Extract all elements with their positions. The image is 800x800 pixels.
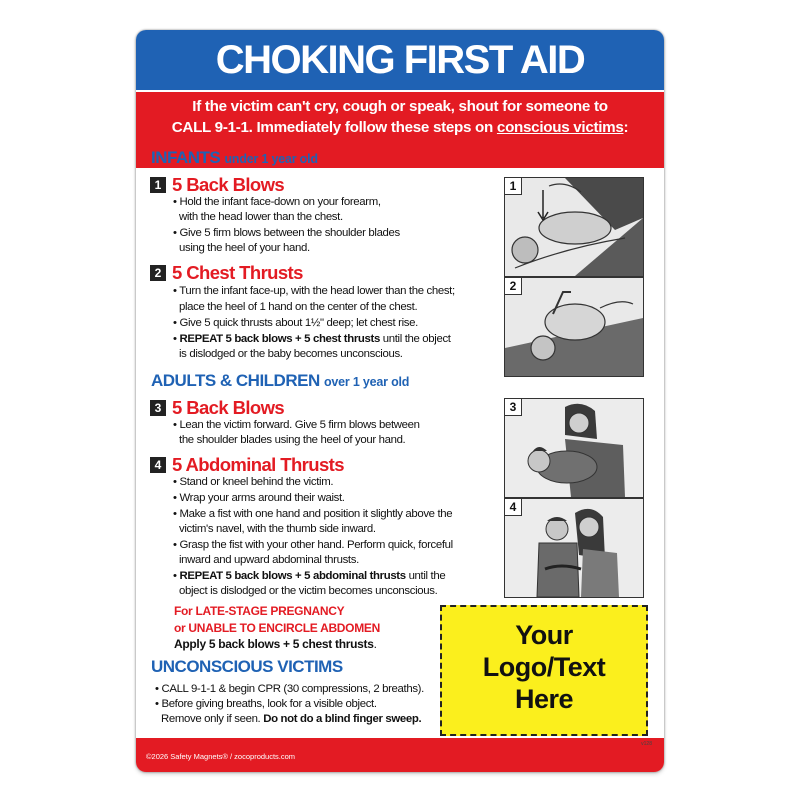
illustration-number: 3 xyxy=(505,399,522,416)
step-2-repeat-bold: REPEAT 5 back blows + 5 chest thrusts xyxy=(179,333,380,345)
step-2-line: • Turn the infant face-up, with the head lower than the chest; xyxy=(173,285,455,297)
step-1-line: using the heel of your hand. xyxy=(179,242,310,254)
step-1-header xyxy=(150,174,284,194)
pregnancy-note-line-1: For LATE-STAGE PREGNANCY xyxy=(174,604,345,618)
adult-back-blows-drawing xyxy=(505,399,643,497)
illustration-abdominal-thrusts xyxy=(504,498,644,598)
step-4-line: victim's navel, with the thumb side inward. xyxy=(179,523,376,535)
title-bar xyxy=(136,30,664,90)
pregnancy-apply-bold: Apply 5 back blows + 5 chest thrusts xyxy=(174,637,374,651)
illustration-adult-back-blows xyxy=(504,398,644,498)
logo-placeholder-text: Your Logo/Text Here xyxy=(482,620,606,714)
step-2-line: place the heel of 1 hand on the center of the chest. xyxy=(179,301,418,313)
step-number-badge: 2 xyxy=(150,265,166,281)
step-4-repeat-bold: REPEAT 5 back blows + 5 abdominal thrusts xyxy=(179,570,406,582)
step-3-header xyxy=(150,397,284,417)
unconscious-heading: UNCONSCIOUS VICTIMS xyxy=(151,657,343,676)
step-3-title: 5 Back Blows xyxy=(172,397,285,418)
step-number-badge: 1 xyxy=(150,177,166,193)
step-4-line: inward and upward abdominal thrusts. xyxy=(179,554,359,566)
section-adults-heading xyxy=(151,371,409,391)
pregnancy-note-apply xyxy=(174,637,377,651)
intro-line-2-suffix: : xyxy=(623,119,629,136)
step-2-header xyxy=(150,262,303,282)
illustration-number: 1 xyxy=(505,178,522,195)
section-infants-heading xyxy=(151,148,318,168)
step-1-line: • Hold the infant face-down on your forearm, xyxy=(173,196,381,208)
step-4-repeat: • REPEAT 5 back blows + 5 abdominal thrusts until the xyxy=(173,570,446,582)
infants-heading: INFANTS xyxy=(151,148,221,167)
intro-line-2 xyxy=(136,119,664,136)
infant-chest-thrusts-drawing xyxy=(505,278,643,376)
step-2-title: 5 Chest Thrusts xyxy=(172,262,303,283)
step-2-repeat-rest: until the object xyxy=(379,333,451,345)
unconscious-line-3 xyxy=(161,712,421,727)
adults-subheading: over 1 year old xyxy=(323,375,410,389)
step-number-badge: 4 xyxy=(150,457,166,473)
abdominal-thrusts-drawing xyxy=(505,499,643,597)
illustration-infant-back-blows xyxy=(504,177,644,277)
choking-first-aid-sign xyxy=(136,30,664,772)
unconscious-line: • Before giving breaths, look for a visible object. xyxy=(155,698,377,710)
product-code: v128 xyxy=(641,741,652,747)
step-4-header xyxy=(150,454,344,474)
step-2-repeat: • REPEAT 5 back blows + 5 chest thrusts until the object xyxy=(173,333,451,345)
pregnancy-apply-end: . xyxy=(373,637,377,651)
illustration-number: 2 xyxy=(505,278,522,295)
infants-subheading: under 1 year old xyxy=(224,152,318,166)
step-4-line: • Wrap your arms around their waist. xyxy=(173,492,345,504)
step-number-badge: 3 xyxy=(150,400,166,416)
intro-conscious-victims: conscious victims xyxy=(496,119,624,136)
step-1-line: • Give 5 firm blows between the shoulder blades xyxy=(173,227,400,239)
adults-heading: ADULTS & CHILDREN xyxy=(151,371,320,390)
page-title: CHOKING FIRST AID xyxy=(215,38,585,82)
step-3-line: • Lean the victim forward. Give 5 firm blows between xyxy=(173,419,420,431)
pregnancy-note-line-2: or UNABLE TO ENCIRCLE ABDOMEN xyxy=(174,621,380,635)
step-3-line: the shoulder blades using the heel of your hand. xyxy=(179,434,406,446)
footer-copyright: ©2026 Safety Magnets® / zocoproducts.com xyxy=(146,752,296,761)
section-unconscious-heading xyxy=(151,657,343,677)
unconscious-line-3-prefix: Remove only if seen. xyxy=(161,713,264,725)
unconscious-line-3-bold: Do not do a blind finger sweep. xyxy=(263,713,422,725)
intro-line-2-prefix: CALL 9-1-1. Immediately follow these steps on xyxy=(171,119,497,136)
step-4-line: • Stand or kneel behind the victim. xyxy=(173,476,334,488)
step-1-title: 5 Back Blows xyxy=(172,174,285,195)
infant-back-blows-drawing xyxy=(505,178,643,276)
step-1-line: with the head lower than the chest. xyxy=(179,211,343,223)
step-4-line: • Grasp the fist with your other hand. Perform quick, forceful xyxy=(173,539,453,551)
step-2-repeat-line-2: is dislodged or the baby becomes unconscious. xyxy=(179,348,403,360)
illustration-infant-chest-thrusts xyxy=(504,277,644,377)
step-4-repeat-line-2: object is dislodged or the victim becomes unconscious. xyxy=(179,585,438,597)
illustration-number: 4 xyxy=(505,499,522,516)
logo-placeholder-box xyxy=(440,605,648,736)
step-4-repeat-rest: until the xyxy=(405,570,446,582)
step-4-title: 5 Abdominal Thrusts xyxy=(172,454,344,475)
footer-bar xyxy=(136,738,664,772)
intro-line-1: If the victim can't cry, cough or speak, shout for someone to xyxy=(192,98,608,115)
unconscious-line: • CALL 9-1-1 & begin CPR (30 compressions, 2 breaths). xyxy=(155,683,424,695)
step-2-line: • Give 5 quick thrusts about 1½" deep; let chest rise. xyxy=(173,317,418,329)
step-4-line: • Make a fist with one hand and position it slightly above the xyxy=(173,508,453,520)
